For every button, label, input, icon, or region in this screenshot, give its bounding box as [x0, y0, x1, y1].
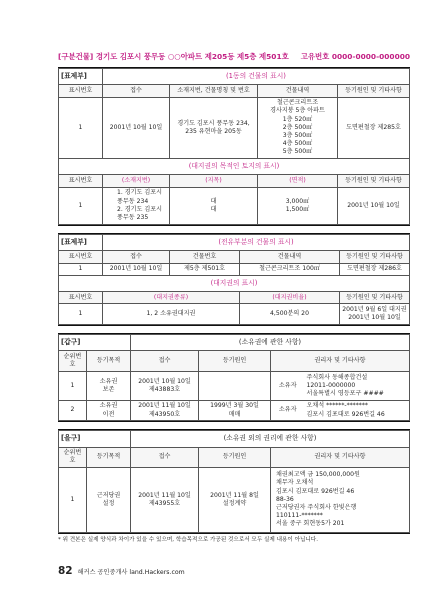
section-label: [표제부]	[59, 68, 103, 84]
document-header	[58, 52, 410, 62]
column-header: 건물번호	[170, 251, 240, 263]
column-header: 등기원인 및 기타사항	[338, 175, 410, 187]
pyojebu-building-section	[58, 67, 410, 226]
column-header: 접수	[131, 447, 199, 468]
rank-number: 1	[59, 371, 87, 400]
column-header: 표시번호	[59, 251, 103, 263]
column-header: 등기원인 및 기타사항	[340, 292, 410, 304]
unique-number: 고유번호 0000-0000-000000	[300, 52, 410, 61]
land-area: 3,000㎡ 1,500㎡	[258, 187, 338, 224]
display-number: 1	[59, 304, 103, 325]
column-header: 표시번호	[59, 292, 103, 304]
column-header: 접수	[103, 85, 170, 97]
section-title: (소유권 외의 권리에 관한 사항)	[131, 431, 410, 447]
table-row	[59, 263, 410, 275]
holder-details: 오채석 ******-******* 김포시 김포대로 926번길 46	[305, 400, 410, 421]
registration-cause: 1999년 3월 30일 매매	[199, 400, 271, 421]
rank-number: 1	[59, 468, 87, 533]
column-header: (대지권비율)	[240, 292, 340, 304]
land-location: 1. 경기도 김포시 풍무동 234 2. 경기도 김포시 풍무동 235	[103, 187, 170, 224]
receipt: 2001년 11월 10일 제43950호	[131, 400, 199, 421]
table-header-row	[59, 292, 410, 304]
land-right-kind: 1, 2 소유권대지권	[103, 304, 240, 325]
column-header: (지목)	[170, 175, 258, 187]
column-header: 순위번호	[59, 351, 87, 372]
holder-label: 소유자	[271, 371, 305, 400]
column-header: 등기목적	[87, 351, 131, 372]
registration-cause: 2001년 11월 8일 설정계약	[199, 468, 271, 533]
registration-purpose: 근저당권 설정	[87, 468, 131, 533]
land-right-ratio: 4,500분의 20	[240, 304, 340, 325]
disclaimer-note: * 위 견본은 실제 양식과 차이가 있을 수 있으며, 학습목적으로 가공된 것으로서 모두 실제 내용이 아닙니다.	[58, 536, 318, 543]
land-section-title: (대지권의 목적인 토지의 표시)	[59, 159, 410, 175]
page-number: 82	[58, 565, 73, 577]
column-header: 등기원인	[199, 351, 271, 372]
building-location: 경기도 김포시 풍무동 234, 235 유현마을 205동	[170, 97, 258, 159]
footer-text: 해커스 공인중개사 land.Hackers.com	[77, 569, 185, 576]
table-header-row	[59, 447, 410, 468]
gapgu-section	[58, 333, 410, 422]
building-details: 철근콘크리트조 경사지붕 5층 아파트 1층 520㎡ 2층 500㎡ 3층 500㎡ 4층 500㎡ 5층 500㎡	[258, 97, 338, 159]
column-header: 건물내역	[258, 85, 338, 97]
section-label: [을구]	[59, 431, 131, 447]
land-type: 대 대	[170, 187, 258, 224]
building-identifier: [구분건물] 경기도 김포시 풍무동 ○○아파트 제205동 제5층 제501호	[58, 52, 289, 61]
column-header: (면적)	[258, 175, 338, 187]
column-header: 권리자 및 기타사항	[271, 351, 410, 372]
eulgu-section	[58, 429, 410, 533]
registration-purpose: 소유권 이전	[87, 400, 131, 421]
receipt: 2001년 10월 10일 제43883호	[131, 371, 199, 400]
table-header-row	[59, 175, 410, 187]
column-header: 접수	[103, 251, 170, 263]
table-row	[59, 304, 410, 325]
registration-reason: 2001년 10월 10일	[338, 187, 410, 224]
column-header: 등기원인 및 기타사항	[338, 85, 410, 97]
section-title: (전유부분의 건물의 표시)	[103, 234, 410, 250]
table-row	[59, 371, 410, 400]
display-number: 1	[59, 97, 103, 159]
table-row	[59, 400, 410, 421]
registration-reason: 도면편철장 제286호	[340, 263, 410, 275]
column-header: (소재지번)	[103, 175, 170, 187]
registration-reason: 도면편철장 제285호	[338, 97, 410, 159]
column-header: 표시번호	[59, 85, 103, 97]
display-number: 1	[59, 187, 103, 224]
table-row	[59, 187, 410, 224]
table-header-row	[59, 351, 410, 372]
section-label: [갑구]	[59, 335, 131, 351]
unit-number: 제5층 제501호	[170, 263, 240, 275]
section-label: [표제부]	[59, 234, 103, 250]
mortgage-details: 채권최고액 금 150,000,000원 채무자 오채석 김포시 김포대로 926번길 46 88-36 근저당권자 주식회사 한빛은행 110111-******* 서울 중구 회현동5가 201	[271, 468, 410, 533]
page-footer	[58, 564, 185, 578]
registration-cause	[199, 371, 271, 400]
column-header: 등기목적	[87, 447, 131, 468]
registration-reason: 2001년 9월 6일 대지권 2001년 10월 10일	[340, 304, 410, 325]
receipt-date: 2001년 10월 10일	[103, 263, 170, 275]
registration-purpose: 소유권 보존	[87, 371, 131, 400]
column-header: 접수	[131, 351, 199, 372]
pyojebu-unit-section	[58, 233, 410, 326]
display-number: 1	[59, 263, 103, 275]
table-header-row	[59, 251, 410, 263]
receipt-date: 2001년 10월 10일	[103, 97, 170, 159]
section-title: (소유권에 관한 사항)	[131, 335, 410, 351]
section-title: (1동의 건물의 표시)	[103, 68, 410, 84]
column-header: 등기원인	[199, 447, 271, 468]
holder-label: 소유자	[271, 400, 305, 421]
column-header: 권리자 및 기타사항	[271, 447, 410, 468]
unit-details: 철근콘크리트조 100㎡	[240, 263, 340, 275]
table-row	[59, 97, 410, 159]
receipt: 2001년 11월 10일 제43955호	[131, 468, 199, 533]
column-header: (대지권종류)	[103, 292, 240, 304]
table-header-row	[59, 85, 410, 97]
column-header: 등기원인 및 기타사항	[340, 251, 410, 263]
column-header: 건물내역	[240, 251, 340, 263]
column-header: 소재지번, 건물명칭 및 번호	[170, 85, 258, 97]
table-row	[59, 468, 410, 533]
column-header: 순위번호	[59, 447, 87, 468]
column-header: 표시번호	[59, 175, 103, 187]
rank-number: 2	[59, 400, 87, 421]
holder-details: 주식회사 동해종합건설 12011-0000000 서울특별시 영등포구 ####	[305, 371, 410, 400]
land-right-title: (대지권의 표시)	[59, 275, 410, 291]
